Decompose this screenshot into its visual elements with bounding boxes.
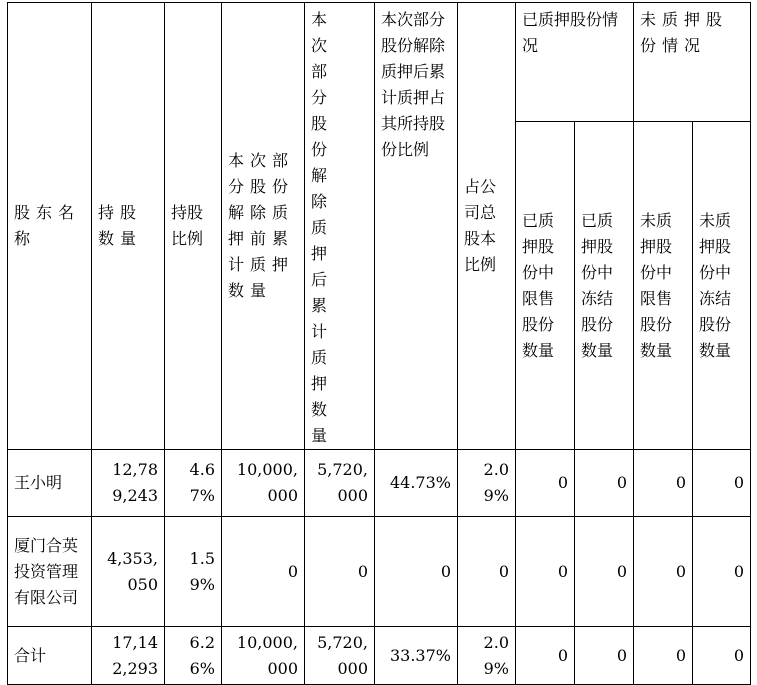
header-shareholder-name: 股东名称 bbox=[8, 3, 92, 450]
unpledged-frozen-value: 0 bbox=[693, 450, 751, 517]
holding-ratio-value: 6.26% bbox=[165, 627, 222, 685]
header-pct-of-total-capital: 占公司总股本比例 bbox=[458, 3, 516, 450]
header-pct-of-holding: 本次部分股份解除质押后累计质押占其所持股份比例 bbox=[375, 3, 458, 450]
pledged-restricted-value: 0 bbox=[516, 517, 575, 627]
table-row bbox=[8, 517, 751, 627]
shares-held-value: 17,142,293 bbox=[92, 627, 165, 685]
unpledged-frozen-value: 0 bbox=[693, 517, 751, 627]
unpledged-restricted-value: 0 bbox=[634, 627, 693, 685]
pledged-restricted-value: 0 bbox=[516, 627, 575, 685]
pct-of-holding-value: 0 bbox=[375, 517, 458, 627]
shareholder-name: 厦门合英投资管理有限公司 bbox=[8, 517, 92, 627]
pledged-after-value: 5,720,000 bbox=[305, 627, 375, 685]
pledged-after-value: 0 bbox=[305, 517, 375, 627]
pct-of-holding-value: 33.37% bbox=[375, 627, 458, 685]
pledged-frozen-value: 0 bbox=[575, 627, 634, 685]
pledged-frozen-value: 0 bbox=[575, 450, 634, 517]
pct-of-total-value: 2.09% bbox=[458, 450, 516, 517]
shareholder-name: 合计 bbox=[8, 627, 92, 685]
pledged-frozen-value: 0 bbox=[575, 517, 634, 627]
pct-of-total-value: 0 bbox=[458, 517, 516, 627]
unpledged-restricted-value: 0 bbox=[634, 450, 693, 517]
pledged-before-value: 10,000,000 bbox=[222, 450, 305, 517]
header-holding-ratio: 持股比例 bbox=[165, 3, 222, 450]
shares-held-value: 4,353,050 bbox=[92, 517, 165, 627]
header-unpledged-frozen: 未质押股份中冻结股份数量 bbox=[693, 122, 751, 450]
holding-ratio-value: 1.59% bbox=[165, 517, 222, 627]
shareholder-name: 王小明 bbox=[8, 450, 92, 517]
pledged-before-value: 10,000,000 bbox=[222, 627, 305, 685]
unpledged-restricted-value: 0 bbox=[634, 517, 693, 627]
header-pledged-frozen: 已质押股份中冻结股份数量 bbox=[575, 122, 634, 450]
pledged-restricted-value: 0 bbox=[516, 450, 575, 517]
header-pledged-after-release: 本次部分股份解除质押后累计质押数量 bbox=[305, 3, 375, 450]
header-pledged-before-release: 本次部分股份解除质押前累计质押数量 bbox=[222, 3, 305, 450]
table-row bbox=[8, 627, 751, 685]
pledged-after-value: 5,720,000 bbox=[305, 450, 375, 517]
pct-of-holding-value: 44.73% bbox=[375, 450, 458, 517]
shares-held-value: 12,789,243 bbox=[92, 450, 165, 517]
pledged-before-value: 0 bbox=[222, 517, 305, 627]
table-row bbox=[8, 450, 751, 517]
holding-ratio-value: 4.67% bbox=[165, 450, 222, 517]
share-pledge-table bbox=[7, 2, 751, 685]
header-unpledged-shares-group: 未质押股份情况 bbox=[634, 3, 751, 122]
header-pledged-shares-group: 已质押股份情况 bbox=[516, 3, 634, 122]
pct-of-total-value: 2.09% bbox=[458, 627, 516, 685]
header-unpledged-restricted: 未质押股份中限售股份数量 bbox=[634, 122, 693, 450]
header-pledged-restricted: 已质押股份中限售股份数量 bbox=[516, 122, 575, 450]
unpledged-frozen-value: 0 bbox=[693, 627, 751, 685]
header-shares-held: 持股数量 bbox=[92, 3, 165, 450]
